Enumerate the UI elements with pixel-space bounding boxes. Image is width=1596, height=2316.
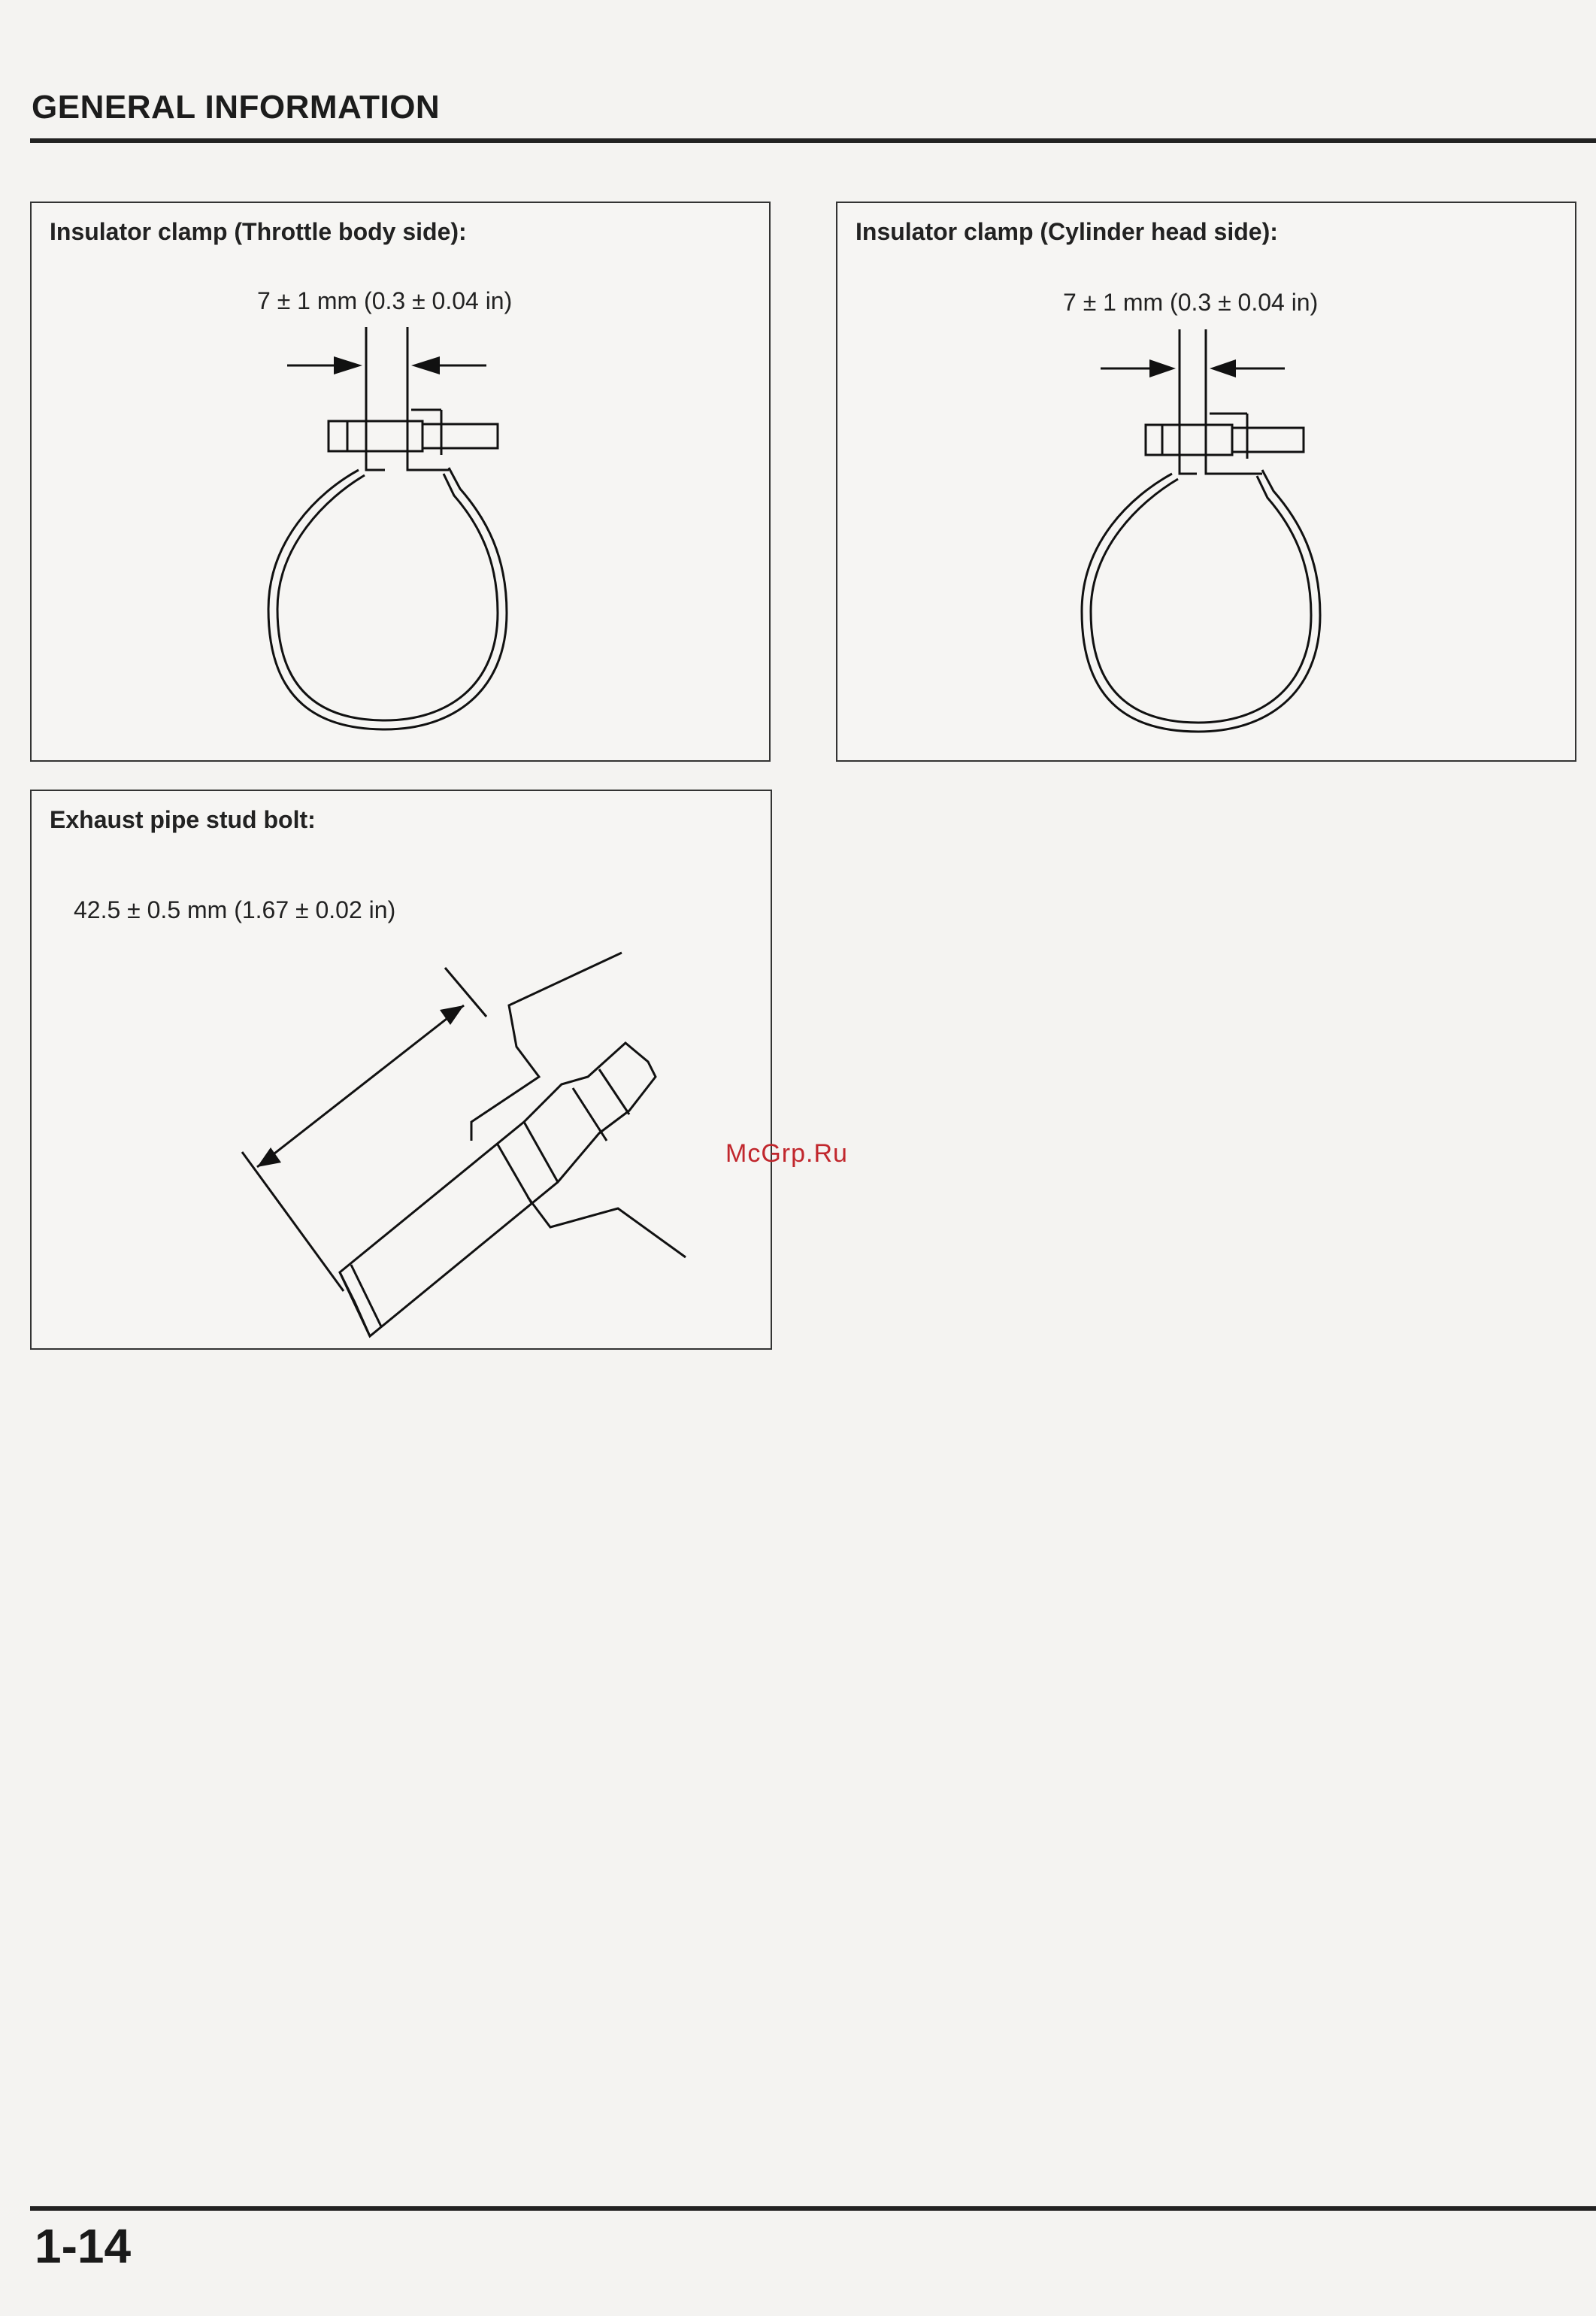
header-rule (30, 138, 1596, 143)
page-number: 1-14 (35, 2219, 132, 2273)
page-title: GENERAL INFORMATION (32, 89, 441, 126)
footer-rule (30, 2206, 1596, 2211)
panel-title: Insulator clamp (Cylinder head side): (856, 218, 1278, 245)
panel-title: Exhaust pipe stud bolt: (50, 806, 316, 833)
stud-length-spec: 42.5 ± 0.5 mm (1.67 ± 0.02 in) (74, 896, 396, 923)
clamp-diagram (837, 203, 1578, 763)
panel-throttle-body-clamp (30, 202, 771, 762)
clamp-width-spec: 7 ± 1 mm (0.3 ± 0.04 in) (257, 287, 513, 314)
panel-cylinder-head-clamp (836, 202, 1576, 762)
watermark: McGrp.Ru (725, 1139, 848, 1168)
panel-exhaust-stud-bolt (30, 790, 772, 1350)
stud-bolt-diagram (32, 791, 774, 1351)
panel-title: Insulator clamp (Throttle body side): (50, 218, 467, 245)
clamp-width-spec: 7 ± 1 mm (0.3 ± 0.04 in) (1063, 289, 1319, 316)
clamp-diagram (32, 203, 772, 763)
